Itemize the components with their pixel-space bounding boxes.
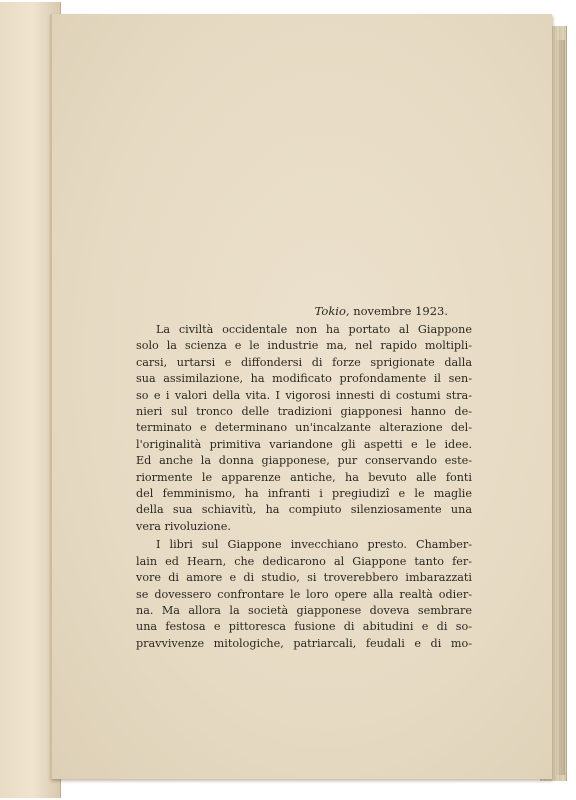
text-line: sua assimilazione, ha modificato profondamente il sen-: [136, 372, 472, 386]
text-line: I libri sul Giappone invecchiano presto. Chamber-: [156, 538, 472, 552]
text-line: na. Ma allora la società giapponese doveva sembrare: [136, 603, 472, 617]
paragraph-1: [136, 322, 472, 535]
text-line: terminato e determinano un'incalzante alterazione del-: [136, 421, 472, 435]
text-line: carsi, urtarsi e diffondersi di forze sprigionate dalla: [136, 355, 472, 369]
text-line: del femminismo, ha infranti i pregiudizî e le maglie: [136, 487, 472, 501]
dateline: [315, 304, 448, 318]
paragraph-2: [136, 537, 472, 652]
text-line: riormente le apparenze antiche, ha bevuto alle fonti: [136, 470, 472, 484]
text-line: solo la scienza e le industrie ma, nel rapido moltipli-: [136, 339, 472, 353]
text-line: lain ed Hearn, che dedicarono al Giappone tanto fer-: [136, 554, 472, 568]
text-line: vore di amore e di studio, si troverebbero imbarazzati: [136, 571, 472, 585]
body-text: [136, 322, 472, 652]
text-line: Ed anche la donna giapponese, pur conservando este-: [136, 454, 472, 468]
text-line: della sua schiavitù, ha compiuto silenziosamente una: [136, 503, 472, 517]
text-line: vera rivoluzione.: [136, 519, 231, 533]
text-line: l'originalità primitiva variandone gli aspetti e le idee.: [136, 437, 472, 451]
text-line: La civiltà occidentale non ha portato al Giappone: [156, 323, 472, 336]
text-line: so e i valori della vita. I vigorosi innesti di costumi stra-: [136, 388, 472, 402]
text-line: una festosa e pittoresca fusione di abitudini e di so-: [136, 620, 472, 634]
page-edge-shadow: [555, 40, 565, 775]
dateline-place: Tokio,: [314, 304, 350, 318]
text-line: se dovessero confrontare le loro opere alla realtà odier-: [136, 587, 472, 601]
text-line: nieri sul tronco delle tradizioni giapponesi hanno de-: [136, 405, 472, 419]
dateline-date: novembre 1923.: [353, 304, 448, 318]
text-line: pravvivenze mitologiche, patriarcali, feudali e di mo-: [136, 636, 472, 650]
